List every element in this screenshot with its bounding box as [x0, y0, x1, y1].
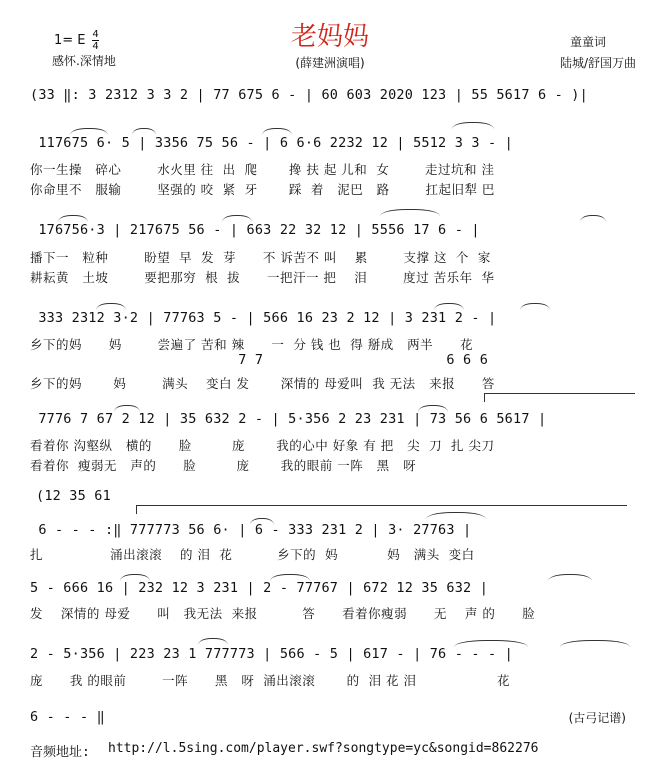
lyric-line-3a: 乡下的妈 妈 尝遍了 苦和 辣 一 分 钱 也 得 掰成 两半 花	[30, 337, 473, 352]
song-title: 老妈妈	[290, 22, 369, 52]
lyric-line-7: 发 深情的 母爱 叫 我无法 来报 答 看着你瘦弱 无 声 的 脸	[30, 606, 536, 621]
lyric-line-3b: 乡下的妈 妈 满头 变白 发 深情的 母爱叫 我 无法 来报 答	[30, 376, 495, 391]
alt-notes-3: 7 7 6 6 6	[30, 352, 489, 368]
score-line-intro: (33 ‖: 3 2312 3 3 2 | 77 675 6 - | 60 603 2020 123 | 55 5617 6 - )|	[30, 87, 588, 103]
score-line-7: 5 - 666 16 | 232 12 3 231 | 2 - 77767 | 672 12 35 632 |	[30, 580, 489, 596]
score-line-final: 6 - - - ‖	[30, 709, 105, 725]
lyric-line-1b: 你命里不 服输 坚强的 咬 紧 牙 踩 着 泥巴 路 扛起旧犁 巴	[30, 182, 495, 197]
lyric-line-8: 庞 我 的眼前 一阵 黑 呀 涌出滚滚 的 泪 花 泪 花	[30, 673, 511, 688]
transcriber-credit: (古弓记谱)	[568, 711, 626, 725]
audio-url[interactable]: http://l.5sing.com/player.swf?songtype=yc&songid=862276	[108, 741, 539, 756]
score-line-1: 117675 6· 5 | 3356 75 56 - | 6 6·6 2232 12 | 5512 3 3 - |	[30, 135, 514, 151]
key-signature: 1= E	[54, 33, 86, 48]
time-signature	[92, 30, 99, 51]
lyric-line-2b: 耕耘黄 土坡 要把那穷 根 拔 一把汗一 把 泪 度过 苦乐年 华	[30, 270, 495, 285]
lyricist-credit: 童童词	[569, 35, 606, 49]
interlude-notes: (12 35 61	[36, 488, 111, 504]
score-line-4: 7776 7 67 2 12 | 35 632 2 - | 5·356 2 23 231 | 73 56 6 5617 |	[30, 411, 547, 427]
score-line-2: 176756·3 | 217675 56 - | 663 22 32 12 | 5556 17 6 - |	[30, 222, 480, 238]
score-line-6: 6 - - - :‖ 777773 56 6· | 6 - 333 231 2 | 3· 27763 |	[30, 522, 472, 538]
time-bottom: 4	[92, 41, 99, 52]
audio-label: 音频地址:	[30, 745, 90, 760]
lyric-line-2a: 播下一 粒种 盼望 早 发 芽 不 诉苦不 叫 累 支撑 这 个 家	[30, 250, 491, 265]
score-line-3: 333 2312 3·2 | 77763 5 - | 566 16 23 2 12 | 3 231 2 - |	[30, 310, 497, 326]
lyric-line-4b: 看着你 瘦弱无 声的 脸 庞 我的眼前 一阵 黑 呀	[30, 458, 417, 473]
mood-marking: 感怀.深情地	[52, 54, 116, 68]
composer-credit: 陆城/舒国万曲	[559, 56, 636, 70]
lyric-line-6: 扎 涌出滚滚 的 泪 花 乡下的 妈 妈 满头 变白	[30, 547, 475, 562]
singer-credit: (薛建洲演唱)	[295, 56, 365, 70]
lyric-line-1a: 你一生操 碎心 水火里 往 出 爬 搀 扶 起 儿和 女 走过坑和 洼	[30, 162, 495, 177]
time-top: 4	[92, 29, 99, 40]
score-line-8: 2 - 5·356 | 223 23 1 777773 | 566 - 5 | 617 - | 76 - - - |	[30, 646, 514, 662]
lyric-line-4a: 看着你 沟壑纵 横的 脸 庞 我的心中 好象 有 把 尖 刀 扎 尖刀	[30, 438, 495, 453]
